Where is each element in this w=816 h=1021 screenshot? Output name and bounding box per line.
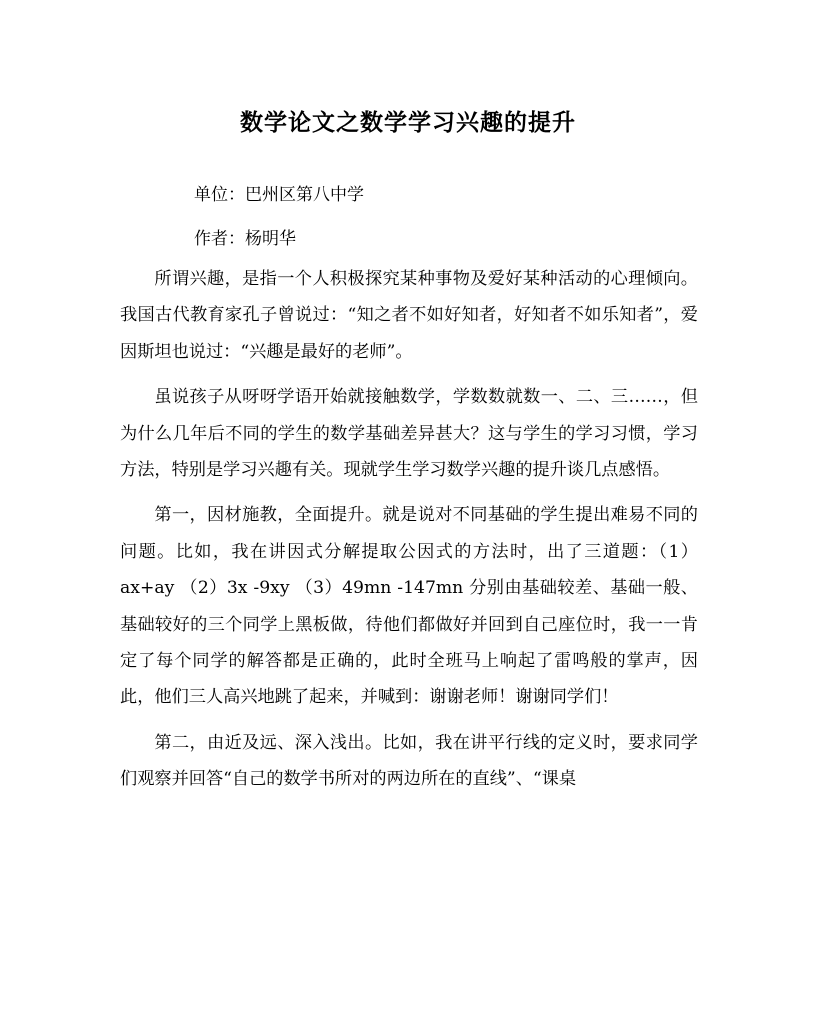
body-paragraph: 第二，由近及远、深入浅出。比如，我在讲平行线的定义时，要求同学们观察并回答“自己的数学书所对的两边所在的直线”、“课桌	[120, 732, 698, 790]
author-line: 作者：杨明华	[194, 229, 296, 249]
document-body	[120, 261, 698, 798]
document-title: 数学论文之数学学习兴趣的提升	[240, 109, 576, 136]
body-paragraph: 虽说孩子从呀呀学语开始就接触数学，学数数就数一、二、三……，但为什么几年后不同的学生的数学基础差异甚大？这与学生的学习习惯，学习方法，特别是学习兴趣有关。现就学生学习数学兴趣的提升谈几点感悟。	[120, 387, 698, 481]
body-paragraph: 第一，因材施教，全面提升。就是说对不同基础的学生提出难易不同的问题。比如，我在讲因式分解提取公因式的方法时，出了三道题：（1）ax+ay （2）3x -9xy （3）49mn -147mn 分别由基础较差、基础一般、基础较好的三个同学上黑板做，待他们都做好并回到自己座位时，我一一肯定了每个同学的解答都是正确的，此时全班马上响起了雷鸣般的掌声，因此，他们三人高兴地跳了起来，并喊到：谢谢老师！谢谢同学们！	[120, 505, 698, 708]
unit-line: 单位：巴州区第八中学	[194, 185, 364, 205]
body-paragraph: 所谓兴趣，是指一个人积极探究某种事物及爱好某种活动的心理倾向。我国古代教育家孔子曾说过：“知之者不如好知者，好知者不如乐知者”，爱因斯坦也说过：“兴趣是最好的老师”。	[120, 269, 698, 362]
